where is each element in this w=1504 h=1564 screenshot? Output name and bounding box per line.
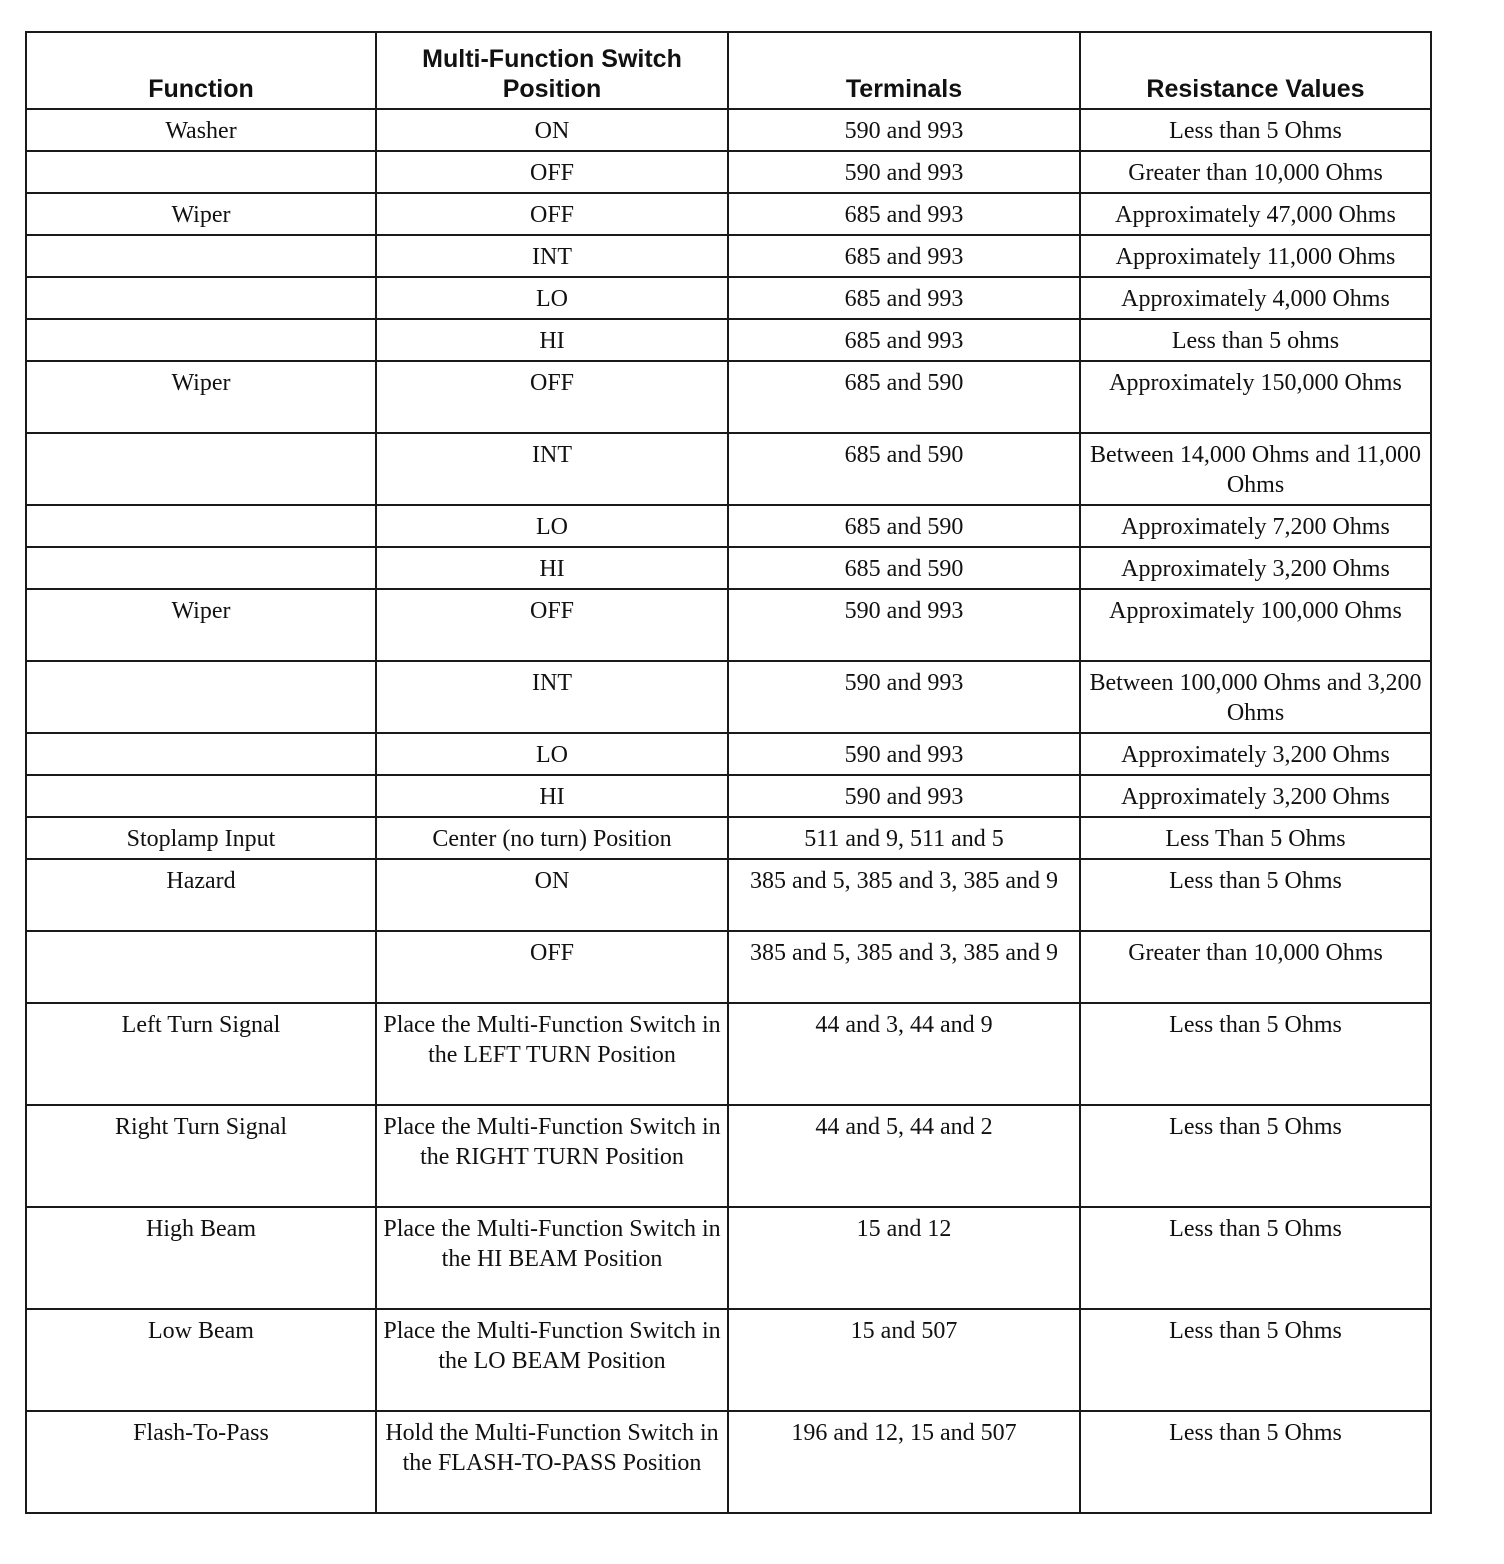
terminals-cell: 590 and 993 [728, 109, 1080, 151]
switch-position-cell: OFF [376, 931, 728, 1003]
header-resistance-values: Resistance Values [1080, 32, 1431, 109]
resistance-cell: Approximately 3,200 Ohms [1080, 547, 1431, 589]
switch-position-cell: OFF [376, 151, 728, 193]
table-row [26, 319, 1431, 361]
terminals-cell: 385 and 5, 385 and 3, 385 and 9 [728, 859, 1080, 931]
terminals-cell: 685 and 590 [728, 547, 1080, 589]
terminals-cell: 685 and 590 [728, 433, 1080, 505]
terminals-cell: 685 and 993 [728, 319, 1080, 361]
switch-position-cell: ON [376, 859, 728, 931]
function-cell [26, 733, 376, 775]
switch-position-cell: OFF [376, 193, 728, 235]
function-cell: Washer [26, 109, 376, 151]
function-cell [26, 151, 376, 193]
header-function: Function [26, 32, 376, 109]
table-row [26, 775, 1431, 817]
terminals-cell: 44 and 3, 44 and 9 [728, 1003, 1080, 1105]
function-cell: Flash-To-Pass [26, 1411, 376, 1513]
switch-position-cell: OFF [376, 361, 728, 433]
terminals-cell: 685 and 590 [728, 361, 1080, 433]
switch-position-cell: Hold the Multi-Function Switch in the FLASH-TO-PASS Position [376, 1411, 728, 1513]
function-cell [26, 235, 376, 277]
table-row [26, 1411, 1431, 1513]
switch-position-cell: ON [376, 109, 728, 151]
function-cell: Wiper [26, 193, 376, 235]
switch-position-cell: Place the Multi-Function Switch in the RIGHT TURN Position [376, 1105, 728, 1207]
switch-position-cell: HI [376, 775, 728, 817]
function-cell [26, 505, 376, 547]
table-row [26, 589, 1431, 661]
resistance-cell: Less than 5 Ohms [1080, 1309, 1431, 1411]
switch-position-cell: Place the Multi-Function Switch in the HI BEAM Position [376, 1207, 728, 1309]
resistance-cell: Less than 5 Ohms [1080, 1411, 1431, 1513]
switch-position-cell: OFF [376, 589, 728, 661]
table-row [26, 151, 1431, 193]
switch-position-cell: INT [376, 433, 728, 505]
resistance-cell: Approximately 11,000 Ohms [1080, 235, 1431, 277]
resistance-cell: Less than 5 Ohms [1080, 859, 1431, 931]
switch-position-cell: Place the Multi-Function Switch in the LEFT TURN Position [376, 1003, 728, 1105]
function-cell: High Beam [26, 1207, 376, 1309]
resistance-cell: Greater than 10,000 Ohms [1080, 151, 1431, 193]
terminals-cell: 685 and 993 [728, 235, 1080, 277]
table-row [26, 733, 1431, 775]
resistance-cell: Between 14,000 Ohms and 11,000 Ohms [1080, 433, 1431, 505]
resistance-cell: Less than 5 Ohms [1080, 1105, 1431, 1207]
header-switch-position: Multi-Function Switch Position [376, 32, 728, 109]
table-row [26, 817, 1431, 859]
multi-function-switch-test-table [25, 31, 1432, 1514]
table-row [26, 1003, 1431, 1105]
table-row [26, 1207, 1431, 1309]
terminals-cell: 590 and 993 [728, 151, 1080, 193]
resistance-cell: Less Than 5 Ohms [1080, 817, 1431, 859]
function-cell: Hazard [26, 859, 376, 931]
resistance-cell: Between 100,000 Ohms and 3,200 Ohms [1080, 661, 1431, 733]
resistance-cell: Approximately 47,000 Ohms [1080, 193, 1431, 235]
resistance-cell: Less than 5 Ohms [1080, 1003, 1431, 1105]
switch-position-cell: LO [376, 277, 728, 319]
function-cell: Stoplamp Input [26, 817, 376, 859]
table-row [26, 235, 1431, 277]
header-row [26, 32, 1431, 109]
table-row [26, 193, 1431, 235]
resistance-cell: Approximately 3,200 Ohms [1080, 733, 1431, 775]
terminals-cell: 685 and 590 [728, 505, 1080, 547]
terminals-cell: 590 and 993 [728, 589, 1080, 661]
resistance-cell: Less than 5 Ohms [1080, 1207, 1431, 1309]
resistance-cell: Approximately 100,000 Ohms [1080, 589, 1431, 661]
table-row [26, 277, 1431, 319]
switch-position-cell: Place the Multi-Function Switch in the LO BEAM Position [376, 1309, 728, 1411]
function-cell [26, 775, 376, 817]
switch-position-cell: LO [376, 505, 728, 547]
function-cell: Right Turn Signal [26, 1105, 376, 1207]
function-cell: Left Turn Signal [26, 1003, 376, 1105]
function-cell [26, 433, 376, 505]
table-row [26, 361, 1431, 433]
switch-position-cell: Center (no turn) Position [376, 817, 728, 859]
switch-position-cell: HI [376, 547, 728, 589]
function-cell: Wiper [26, 361, 376, 433]
table-row [26, 931, 1431, 1003]
terminals-cell: 685 and 993 [728, 193, 1080, 235]
terminals-cell: 44 and 5, 44 and 2 [728, 1105, 1080, 1207]
table-row [26, 109, 1431, 151]
terminals-cell: 385 and 5, 385 and 3, 385 and 9 [728, 931, 1080, 1003]
header-terminals: Terminals [728, 32, 1080, 109]
table-row [26, 433, 1431, 505]
resistance-cell: Approximately 7,200 Ohms [1080, 505, 1431, 547]
terminals-cell: 590 and 993 [728, 775, 1080, 817]
resistance-cell: Approximately 3,200 Ohms [1080, 775, 1431, 817]
function-cell [26, 931, 376, 1003]
table-row [26, 1309, 1431, 1411]
function-cell [26, 319, 376, 361]
terminals-cell: 511 and 9, 511 and 5 [728, 817, 1080, 859]
function-cell [26, 547, 376, 589]
resistance-cell: Approximately 150,000 Ohms [1080, 361, 1431, 433]
function-cell [26, 661, 376, 733]
terminals-cell: 15 and 12 [728, 1207, 1080, 1309]
terminals-cell: 15 and 507 [728, 1309, 1080, 1411]
table-row [26, 1105, 1431, 1207]
table-row [26, 661, 1431, 733]
terminals-cell: 685 and 993 [728, 277, 1080, 319]
table-row [26, 505, 1431, 547]
terminals-cell: 196 and 12, 15 and 507 [728, 1411, 1080, 1513]
resistance-cell: Less than 5 ohms [1080, 319, 1431, 361]
table-row [26, 859, 1431, 931]
switch-position-cell: HI [376, 319, 728, 361]
switch-position-cell: INT [376, 661, 728, 733]
terminals-cell: 590 and 993 [728, 733, 1080, 775]
table-body [26, 109, 1431, 1513]
switch-position-cell: INT [376, 235, 728, 277]
table-row [26, 547, 1431, 589]
resistance-cell: Greater than 10,000 Ohms [1080, 931, 1431, 1003]
resistance-cell: Approximately 4,000 Ohms [1080, 277, 1431, 319]
resistance-cell: Less than 5 Ohms [1080, 109, 1431, 151]
function-cell: Low Beam [26, 1309, 376, 1411]
terminals-cell: 590 and 993 [728, 661, 1080, 733]
switch-position-cell: LO [376, 733, 728, 775]
function-cell: Wiper [26, 589, 376, 661]
function-cell [26, 277, 376, 319]
